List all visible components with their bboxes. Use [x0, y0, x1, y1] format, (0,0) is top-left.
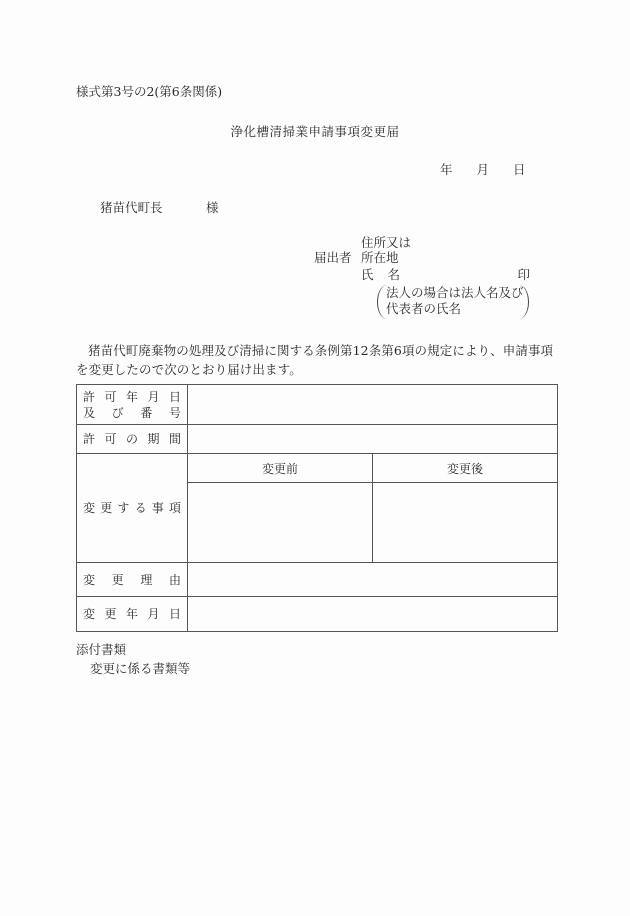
- addressee-name: 猪苗代町長: [100, 200, 163, 215]
- form-number: 様式第3号の2(第6条関係): [76, 84, 223, 99]
- date-day-field[interactable]: 日: [513, 162, 526, 177]
- notifier-block: [314, 235, 530, 325]
- date-line: [440, 160, 526, 178]
- date-year-field[interactable]: 年: [440, 162, 453, 177]
- corporate-note-line1: 法人の場合は法人名及び: [386, 285, 524, 300]
- label-change-reason: 変 更 理 由: [77, 563, 188, 597]
- statement-paragraph: 猪苗代町廃棄物の処理及び清掃に関する条例第12条第6項の規定により、申請事項を変更したので次のとおり届け出ます。: [76, 343, 554, 377]
- header-before-change: 変更前: [188, 454, 373, 483]
- corporate-note-line2: 代表者の氏名: [386, 301, 462, 316]
- date-month-field[interactable]: 月: [476, 162, 490, 177]
- name-label-char-2: 名: [387, 267, 401, 282]
- value-change-reason[interactable]: [188, 563, 558, 597]
- attachments-title: 添付書類: [76, 642, 127, 657]
- document-title: 浄化槽清掃業申請事項変更届: [230, 124, 400, 139]
- label-line1: 許 可 年 月 日: [83, 389, 181, 404]
- value-after-change[interactable]: [373, 483, 558, 563]
- table-row-permit-date-number: [77, 385, 558, 425]
- value-change-date[interactable]: [188, 597, 558, 632]
- corporate-note: [377, 285, 529, 319]
- label-change-items: 変 更 す る 事 項: [77, 454, 188, 563]
- label-change-date: 変 更 年 月 日: [77, 597, 188, 632]
- addressee: [100, 198, 219, 216]
- header-after-change: 変更後: [373, 454, 558, 483]
- table-row-change-items-header: [77, 454, 558, 483]
- notifier-name-label: [361, 267, 400, 282]
- name-label-char-1: 氏: [361, 267, 374, 282]
- label-permit-period: 許 可 の 期 間: [77, 425, 188, 454]
- change-notification-table: [76, 384, 558, 632]
- attachment-item: 変更に係る書類等: [90, 661, 191, 676]
- addressee-honorific: 様: [206, 200, 219, 215]
- notifier-address-label-line1: 住所又は: [361, 235, 412, 250]
- seal-mark: 印: [517, 267, 530, 282]
- value-permit-date-number[interactable]: [188, 385, 558, 425]
- value-before-change[interactable]: [188, 483, 373, 563]
- notifier-address-label-line2: 所在地: [361, 250, 399, 265]
- table-row-change-reason: [77, 563, 558, 597]
- table-row-permit-period: [77, 425, 558, 454]
- value-permit-period[interactable]: [188, 425, 558, 454]
- notifier-label: 届出者: [314, 250, 352, 265]
- label-permit-date-number: [77, 385, 188, 425]
- label-line2: 及 び 番 号: [83, 405, 181, 420]
- table-row-change-date: [77, 597, 558, 632]
